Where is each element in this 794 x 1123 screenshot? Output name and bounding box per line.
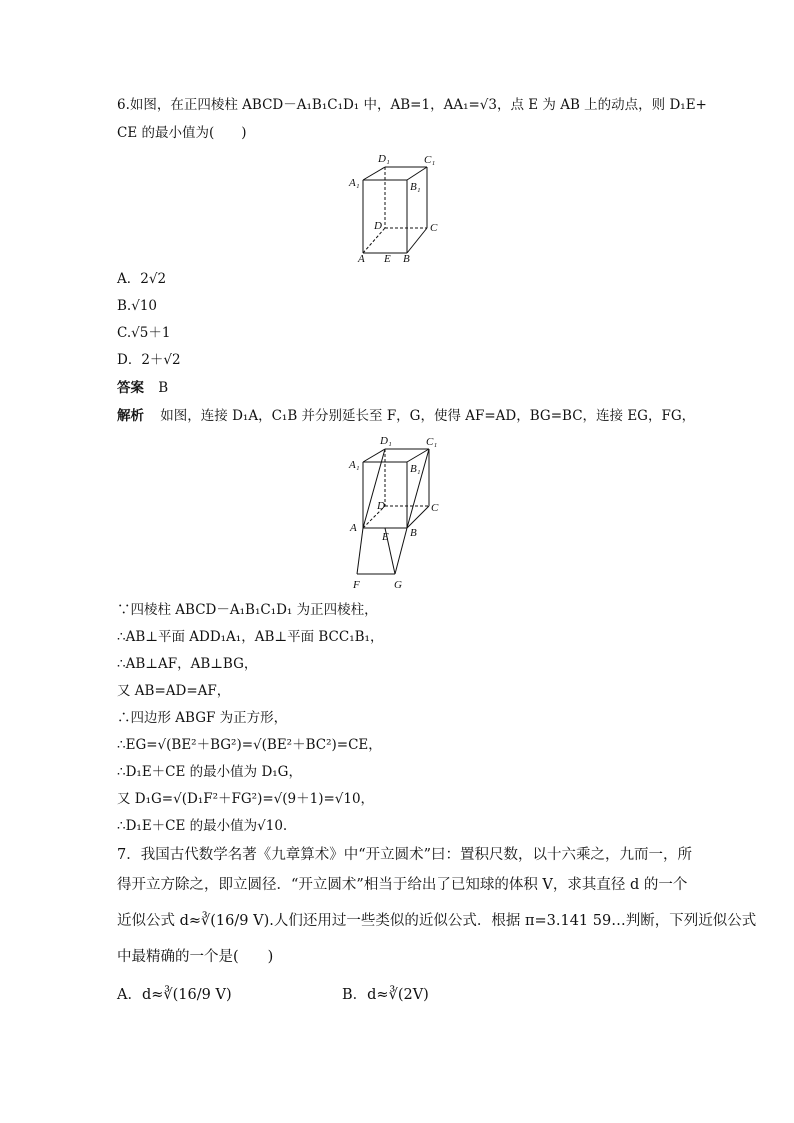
q7-stem-line2: 得开立方除之，即立圆径．“开立圆术”相当于给出了已知球的体积 V，求其直径 d 的一个: [117, 877, 688, 893]
q6-answer: [117, 379, 168, 397]
q6-option-c: C.√5＋1: [117, 325, 171, 341]
fig1-label-C1: C₁: [424, 154, 436, 166]
answer-label: 答案: [117, 380, 144, 396]
fig1-label-C: C: [430, 222, 438, 234]
fig1-label-A1: A₁: [349, 177, 360, 189]
solution-step-5: ∴四边形 ABGF 为正方形，: [117, 710, 288, 726]
fig1-label-A: A: [358, 253, 365, 262]
fig2-label-B1: B₁: [410, 463, 421, 475]
prism-figure-2: [340, 432, 455, 598]
q7-option-a: A．d≈∛(16/9 V): [117, 987, 232, 1003]
q6-option-b: B.√10: [117, 298, 157, 314]
fig2-label-F: F: [353, 579, 360, 591]
q6-stem-line2: CE 的最小值为( ): [117, 125, 247, 141]
fig1-label-D1: D₁: [378, 153, 390, 165]
prism-figure-1: [340, 150, 450, 266]
q6-stem-line1: 6.如图，在正四棱柱 ABCD－A₁B₁C₁D₁ 中，AB=1，AA₁=√3，点 E 为 AB 上的动点，则 D₁E+: [117, 97, 707, 113]
q6-option-d: D．2＋√2: [117, 352, 181, 368]
fig1-label-E: E: [384, 253, 391, 262]
solution-step-4: 又 AB=AD=AF，: [117, 683, 231, 699]
q6-option-a: A．2√2: [117, 271, 167, 287]
solution-intro-line: [117, 407, 695, 425]
fig1-label-B: B: [403, 253, 410, 262]
fig2-label-A: A: [350, 522, 357, 534]
fig2-label-E: E: [382, 531, 389, 543]
fig2-label-D1: D₁: [380, 435, 392, 447]
answer-value: B: [158, 380, 169, 396]
solution-step-2: ∴AB⊥平面 ADD₁A₁，AB⊥平面 BCC₁B₁，: [117, 629, 384, 645]
solution-step-7: ∴D₁E＋CE 的最小值为 D₁G，: [117, 764, 302, 780]
fig2-label-G: G: [394, 579, 402, 591]
solution-step-3: ∴AB⊥AF，AB⊥BG，: [117, 656, 258, 672]
q7-option-b: B．d≈∛(2V): [342, 987, 429, 1003]
solution-step-9: ∴D₁E＋CE 的最小值为√10.: [117, 818, 288, 834]
solution-intro: 如图，连接 D₁A，C₁B 并分别延长至 F，G，使得 AF=AD，BG=BC，连接 EG，FG，: [160, 408, 696, 424]
fig1-label-D: D: [374, 220, 382, 232]
fig2-label-A1: A₁: [349, 459, 360, 471]
solution-step-6: ∴EG=√(BE²＋BG²)=√(BE²＋BC²)=CE，: [117, 737, 382, 753]
solution-label: 解析: [117, 408, 144, 424]
fig2-label-C1: C₁: [426, 436, 438, 448]
solution-step-1: ∵四棱柱 ABCD－A₁B₁C₁D₁ 为正四棱柱，: [117, 602, 378, 618]
solution-step-8: 又 D₁G=√(D₁F²＋FG²)=√(9＋1)=√10，: [117, 791, 375, 807]
fig1-label-B1: B₁: [410, 181, 421, 193]
q7-stem-line1: 7．我国古代数学名著《九章算术》中“开立圆术”曰：置积尺数，以十六乘之，九而一，所: [117, 847, 693, 863]
fig2-label-C: C: [431, 502, 439, 514]
q7-stem-line4: 中最精确的一个是( ): [117, 949, 274, 965]
fig2-label-D: D: [377, 500, 385, 512]
fig2-label-B: B: [410, 527, 417, 539]
q7-stem-line3: 近似公式 d≈∛(16/9 V).人们还用过一些类似的近似公式．根据 π=3.141 59…判断，下列近似公式: [117, 913, 757, 929]
